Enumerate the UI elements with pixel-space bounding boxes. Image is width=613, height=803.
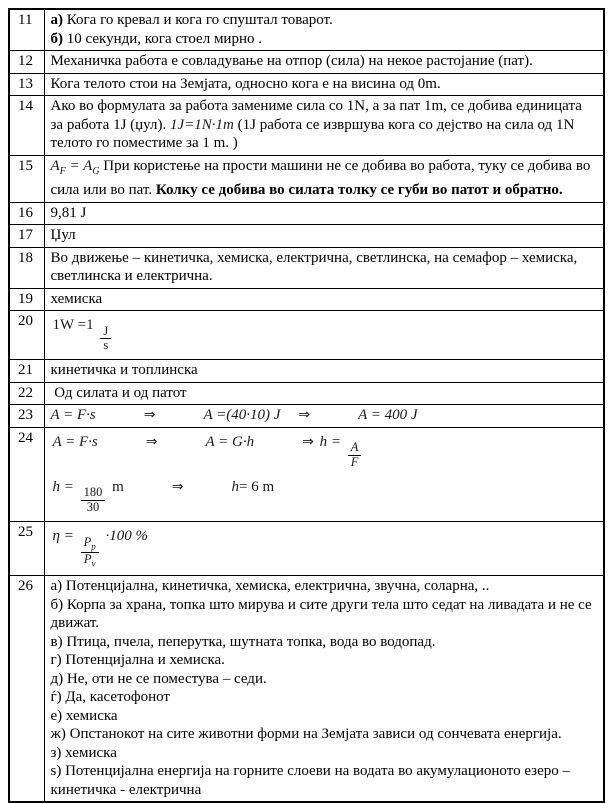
row-number-cell: 14 [9, 96, 44, 156]
row-content-cell [44, 288, 604, 311]
content-line [51, 226, 598, 245]
content-line [51, 651, 598, 670]
answer-sheet [8, 8, 605, 803]
math-text: A = G·h [205, 433, 255, 450]
table-row [9, 225, 604, 248]
content-line [51, 474, 598, 519]
plain-text: Од силата и од патот [50, 384, 187, 401]
plain-text: (1Ј работа се извршува кога со дејство на сила од 1N телото го поместиме за 1 m. ) [50, 116, 575, 151]
row-number-cell: 22 [9, 382, 44, 405]
content-line [51, 11, 598, 30]
content-line [51, 30, 598, 49]
content-line [51, 596, 598, 633]
table-row [9, 405, 604, 428]
row-content-cell [44, 382, 604, 405]
row-number-cell: 16 [9, 202, 44, 225]
subscript: v [91, 558, 96, 569]
plain-text: хемиска [50, 290, 103, 307]
math-text: A = F·s [50, 407, 96, 424]
plain-text: Ако во формулата за работа замениме сила со 1N, а за пат 1m, се добива единицата за работа 1Ј (џул). [50, 98, 582, 133]
table-row [9, 155, 604, 202]
table-row [9, 382, 604, 405]
row-content-cell [44, 155, 604, 202]
plain-text: а) Потенцијална, кинетичка, хемиска, електрична, звучна, соларна, .. [50, 578, 490, 595]
math-upright-text: = 6 m [239, 478, 275, 495]
plain-text: г) Потенцијална и хемиска. [50, 652, 225, 669]
table-row [9, 96, 604, 156]
content-line [51, 429, 598, 474]
fraction [81, 486, 106, 515]
table-row [9, 360, 604, 383]
row-number-cell: 26 [9, 576, 44, 803]
content-line [51, 97, 598, 153]
content-line [51, 361, 598, 380]
plain-text: в) Птица, пчела, пеперутка, шутната топка, вода во водопад. [50, 633, 436, 650]
math-text: A = F·s [52, 433, 98, 450]
math-text: A =(40·10) J [203, 407, 281, 424]
row-content-cell [44, 96, 604, 156]
fraction-denominator: F [350, 455, 359, 469]
table-row [9, 202, 604, 225]
fraction [348, 441, 362, 470]
implies-arrow-icon: ⇒ [143, 407, 156, 424]
row-content-cell [44, 202, 604, 225]
math-text: ·100 % [101, 527, 148, 544]
row-content-cell [44, 9, 604, 51]
plain-text: ѓ) Да, касетофонот [50, 689, 170, 706]
content-line [51, 312, 598, 357]
plain-text: Џул [50, 227, 76, 243]
implies-arrow-icon: ⇒ [298, 407, 311, 424]
row-content-cell [44, 427, 604, 521]
table-row [9, 427, 604, 521]
implies-arrow-icon: ⇒ [302, 433, 314, 450]
implies-arrow-icon: ⇒ [171, 478, 184, 495]
content-line [51, 725, 598, 744]
subscript: p [91, 541, 96, 551]
table-row [9, 521, 604, 575]
table-row [9, 576, 604, 803]
implies-arrow-icon: ⇒ [145, 433, 158, 450]
row-number-cell: 15 [9, 155, 44, 202]
content-line [51, 75, 598, 94]
row-content-cell [44, 360, 604, 383]
math-text: 1J=1N·1m [170, 116, 234, 133]
row-content-cell [44, 51, 604, 74]
content-line [51, 52, 598, 71]
table-row [9, 247, 604, 288]
content-line [51, 249, 598, 286]
math-subscript: $A_F$ [50, 157, 66, 177]
content-line [51, 384, 598, 403]
content-line [51, 406, 598, 425]
math-upright-text: m [108, 478, 124, 495]
row-content-cell [44, 576, 604, 803]
row-content-cell [44, 247, 604, 288]
math-text: h [231, 478, 240, 495]
table-row [9, 73, 604, 96]
row-content-cell [44, 225, 604, 248]
bold-text: а) [50, 12, 67, 28]
plain-text: кинетичка и топлинска [50, 362, 198, 379]
fraction-denominator: s [103, 338, 109, 353]
plain-text: б) Корпа за храна, топка што мирува и сите други тела што седат на ливадата и не се движат. [50, 596, 592, 632]
fraction-numerator: J [100, 325, 111, 340]
answers-table [8, 8, 605, 803]
fraction-numerator: $P_p$ [81, 536, 99, 553]
content-line [51, 577, 598, 596]
math-subscript: $A_G$ [83, 157, 100, 177]
fraction-numerator: A [348, 441, 362, 456]
plain-text: Механичка работа е совладување на отпор (сила) на некое растојание (пат). [50, 53, 533, 69]
plain-text: ѕ) Потенцијална енергија на горните слоеви на водата во акумулационото езеро – кинетичка - електрична [50, 763, 570, 798]
fraction-denominator: $P_v$ [83, 551, 96, 569]
table-row [9, 288, 604, 311]
content-line [51, 204, 598, 223]
plain-text: з) хемиска [50, 744, 117, 761]
row-number-cell: 12 [9, 51, 44, 74]
content-line [51, 744, 598, 763]
plain-text: 10 секунди, кога стоел мирно . [66, 30, 262, 47]
table-row [9, 311, 604, 360]
math-text: h = [52, 478, 78, 495]
plain-text: е) хемиска [50, 707, 118, 724]
table-body [9, 9, 604, 802]
plain-text: Во движење – кинетичка, хемиска, електрична, светлинска, на семафор – хемиска, светлинска и електрична. [50, 249, 578, 284]
row-number-cell: 13 [9, 73, 44, 96]
row-content-cell [44, 521, 604, 575]
fraction [81, 536, 99, 570]
content-line [51, 688, 598, 707]
bold-text: б) [50, 30, 67, 47]
math-text: = [65, 157, 84, 174]
bold-text: Колку се добива во силата толку се губи во патот и обратно. [155, 182, 563, 198]
content-line [51, 762, 598, 799]
fraction [100, 325, 111, 354]
fraction-numerator: 180 [81, 486, 106, 501]
math-text: A = 400 J [358, 407, 418, 424]
content-line [51, 707, 598, 726]
row-number-cell: 17 [9, 225, 44, 248]
row-content-cell [44, 311, 604, 360]
row-content-cell [44, 73, 604, 96]
plain-text: Кога телото стои на Земјата, односно кога е на висина од 0m. [50, 75, 441, 92]
row-number-cell: 21 [9, 360, 44, 383]
plain-text: ж) Опстанокот на сите животни форми на Земјата зависи од сончевата енергија. [50, 726, 562, 743]
content-line [51, 157, 598, 200]
content-line [51, 523, 598, 573]
content-line [51, 290, 598, 309]
subscript: G [92, 165, 100, 177]
table-row [9, 9, 604, 51]
content-line [51, 670, 598, 689]
math-text: h = [315, 433, 345, 450]
plain-text: Кога го кревал и кога го спуштал товарот. [66, 12, 333, 28]
row-number-cell: 23 [9, 405, 44, 428]
table-row [9, 51, 604, 74]
row-number-cell: 19 [9, 288, 44, 311]
row-number-cell: 11 [9, 9, 44, 51]
row-number-cell: 24 [9, 427, 44, 521]
plain-text: 9,81 J [50, 204, 87, 221]
row-content-cell [44, 405, 604, 428]
math-text: η = [52, 527, 78, 544]
row-number-cell: 25 [9, 521, 44, 575]
fraction-denominator: 30 [86, 500, 100, 515]
row-number-cell: 18 [9, 247, 44, 288]
subscript: F [59, 165, 66, 177]
plain-text: При користење на прости машини не се добива во работа, туку се добива во сила или во пат. [50, 157, 591, 198]
plain-text: д) Не, оти не се поместува – седи. [50, 670, 267, 687]
math-upright-text: 1W =1 [52, 317, 98, 333]
content-line [51, 633, 598, 652]
row-number-cell: 20 [9, 311, 44, 360]
